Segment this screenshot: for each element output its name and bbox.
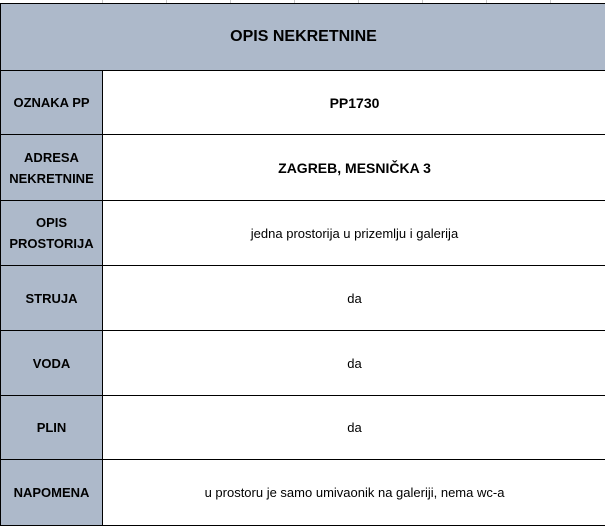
table-row — [1, 460, 605, 526]
label-struja[interactable]: STRUJA — [1, 266, 103, 331]
label-opis-prostorija[interactable]: OPIS PROSTORIJA — [1, 201, 103, 266]
label-adresa-nekretnine[interactable]: ADRESA NEKRETNINE — [1, 135, 103, 201]
table-row — [1, 331, 605, 396]
table-title[interactable]: OPIS NEKRETNINE — [1, 4, 605, 71]
value-opis-prostorija[interactable]: jedna prostorija u prizemlju i galerija — [103, 201, 605, 266]
label-napomena[interactable]: NAPOMENA — [1, 460, 103, 526]
table-row — [1, 266, 605, 331]
property-description-table — [0, 3, 605, 526]
value-napomena[interactable]: u prostoru je samo umivaonik na galeriji, nema wc-a — [103, 460, 605, 526]
table-row — [1, 135, 605, 201]
value-plin[interactable]: da — [103, 396, 605, 460]
table-row — [1, 396, 605, 460]
label-voda[interactable]: VODA — [1, 331, 103, 396]
table-row — [1, 201, 605, 266]
value-voda[interactable]: da — [103, 331, 605, 396]
table-row — [1, 71, 605, 135]
label-plin[interactable]: PLIN — [1, 396, 103, 460]
value-adresa-nekretnine[interactable]: ZAGREB, MESNIČKA 3 — [103, 135, 605, 201]
value-struja[interactable]: da — [103, 266, 605, 331]
label-oznaka-pp[interactable]: OZNAKA PP — [1, 71, 103, 135]
value-oznaka-pp[interactable]: PP1730 — [103, 71, 605, 135]
